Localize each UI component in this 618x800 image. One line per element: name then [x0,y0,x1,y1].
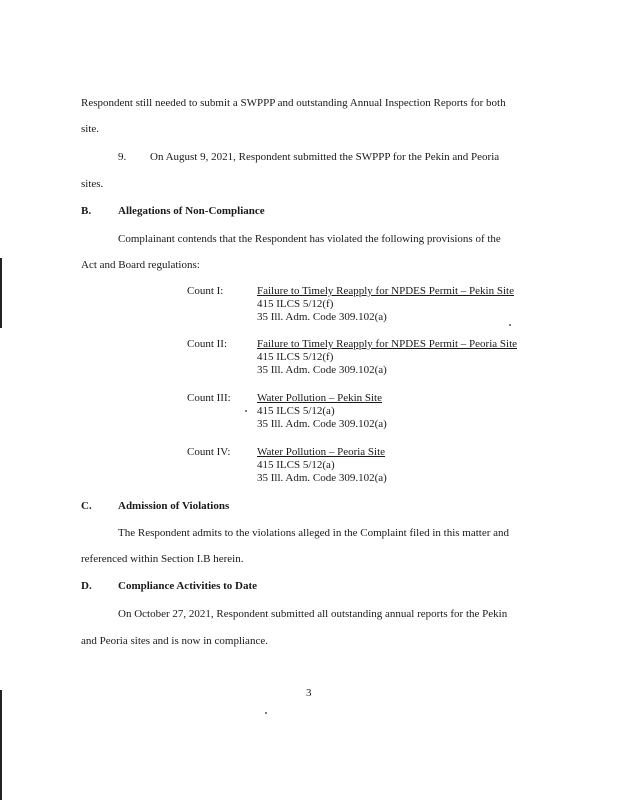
paragraph-line: On October 27, 2021, Respondent submitted all outstanding annual reports for the Pekin [118,608,508,620]
scan-speck [265,712,267,714]
count-citation: 35 Ill. Adm. Code 309.102(a) [257,418,387,430]
count-citation: 35 Ill. Adm. Code 309.102(a) [257,311,387,323]
paragraph-line: On August 9, 2021, Respondent submitted the SWPPP for the Pekin and Peoria [150,151,500,163]
paragraph-line: referenced within Section I.B herein. [81,553,244,565]
section-letter: D. [81,580,92,592]
count-citation: 415 ILCS 5/12(f) [257,351,334,363]
paragraph-line: Complainant contends that the Respondent has violated the following provisions of the [118,233,501,245]
section-heading: Allegations of Non-Compliance [118,205,265,217]
section-heading: Admission of Violations [118,500,230,512]
scan-edge-mark-top [0,258,2,328]
count-label: Count I: [187,285,224,297]
paragraph-line: Act and Board regulations: [81,259,200,271]
count-label: Count II: [187,338,228,350]
count-title: Water Pollution – Peoria Site [257,446,386,458]
scan-speck [245,410,247,412]
count-citation: 35 Ill. Adm. Code 309.102(a) [257,364,387,376]
count-label: Count IV: [187,446,231,458]
count-title: Water Pollution – Pekin Site [257,392,382,404]
page-number: 3 [306,687,312,699]
section-letter: C. [81,500,92,512]
section-letter: B. [81,205,92,217]
count-title: Failure to Timely Reapply for NPDES Permit – Pekin Site [257,285,514,297]
paragraph-line: The Respondent admits to the violations alleged in the Complaint filed in this matter and [118,527,510,539]
count-citation: 415 ILCS 5/12(a) [257,405,335,417]
paragraph-number: 9. [118,151,127,163]
paragraph-line: sites. [81,178,104,190]
scan-edge-mark-bottom [0,690,2,800]
scan-speck [509,324,511,326]
paragraph-line: site. [81,123,100,135]
count-citation: 415 ILCS 5/12(a) [257,459,335,471]
paragraph-line: and Peoria sites and is now in compliance. [81,635,268,647]
count-citation: 415 ILCS 5/12(f) [257,298,334,310]
section-heading: Compliance Activities to Date [118,580,257,592]
count-title: Failure to Timely Reapply for NPDES Permit – Peoria Site [257,338,518,350]
count-label: Count III: [187,392,231,404]
paragraph-line: Respondent still needed to submit a SWPPP and outstanding Annual Inspection Reports for both [81,97,506,109]
count-citation: 35 Ill. Adm. Code 309.102(a) [257,472,387,484]
